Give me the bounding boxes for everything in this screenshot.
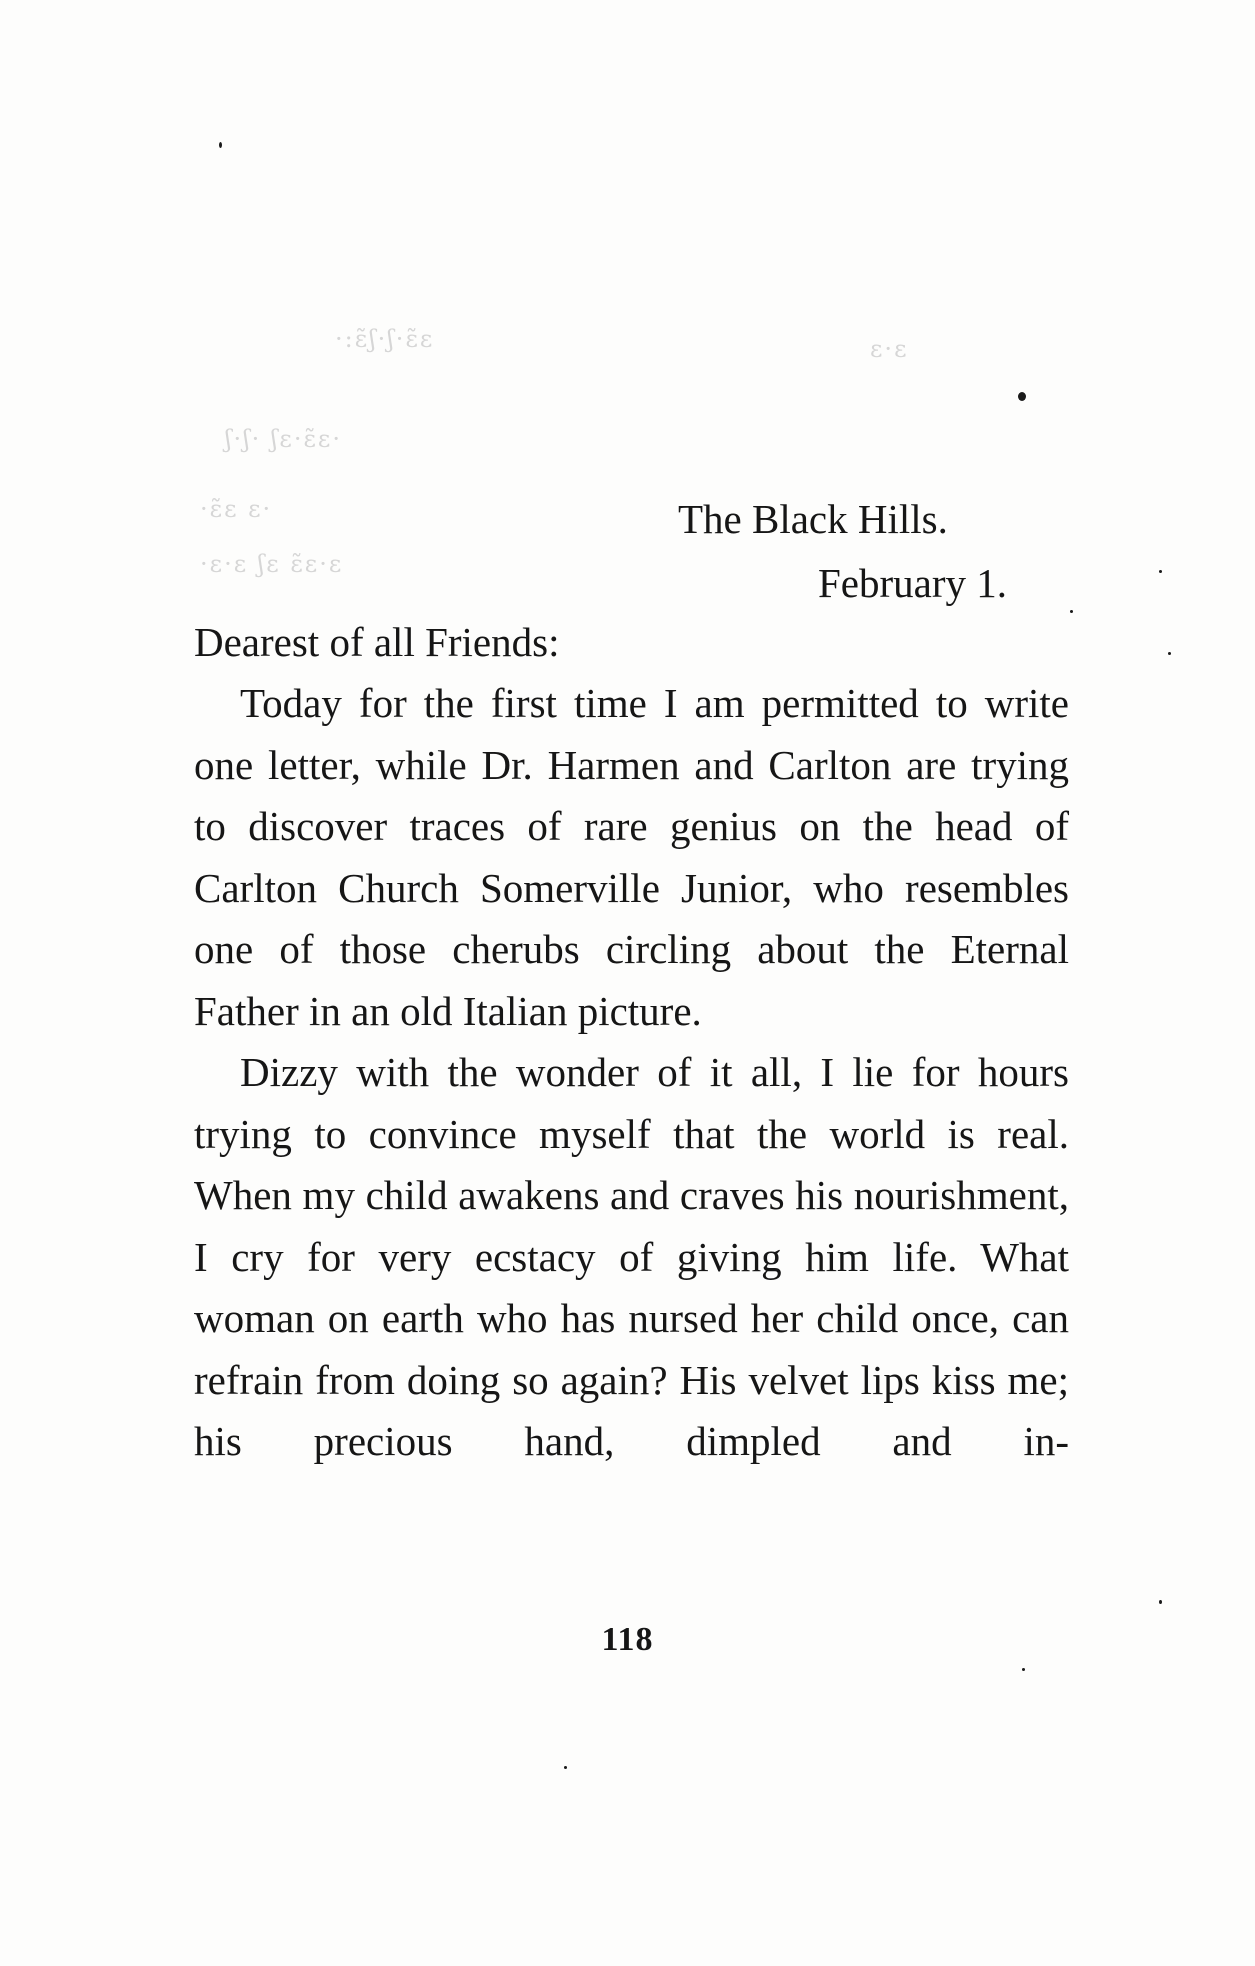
show-through-mark: ·ɛ·ɛ ʃɛ ɛ̃ɛ·ɛ [200, 550, 344, 578]
letter-date: February 1. [818, 560, 1008, 606]
body-paragraph: Dizzy with the wonder of it all, I lie for hours trying to convince myself that the world is real. When my child awakens and craves his nourishment, I cry for very ecstacy of giving him life. What woman on earth who has nursed her child once, can refrain from doing so again? His velvet lips kiss me; his precious hand, dimpled and in- [194, 1049, 1069, 1464]
ink-speck [219, 142, 222, 148]
ink-speck [1022, 1668, 1025, 1671]
show-through-mark: ·:ɛ̃ʃ·ʃ·ɛ̃ɛ [335, 325, 435, 353]
ink-speck [564, 1766, 567, 1769]
page-number: 118 [601, 1621, 654, 1658]
ink-speck [1070, 610, 1073, 613]
letter-place: The Black Hills. [678, 496, 948, 542]
letter-salutation: Dearest of all Friends: [194, 619, 560, 665]
show-through-mark: ɛ·ɛ [870, 335, 909, 363]
ink-speck [1159, 1600, 1162, 1604]
letter-body [194, 673, 1069, 1473]
ink-speck [1018, 392, 1026, 401]
ink-speck [1168, 652, 1171, 655]
show-through-mark: ʃ·ʃ· ʃɛ·ɛ̃ɛ· [225, 425, 342, 453]
ink-speck [1159, 570, 1162, 573]
body-paragraph: Today for the first time I am permitted to write one letter, while Dr. Harmen and Carlton are trying to discover traces of rare genius on the head of Carlton Church Somerville Junior, who resembles one of those cherubs circling about the Eternal Father in an old Italian picture. [194, 680, 1069, 1034]
show-through-mark: ·ɛ̃ɛ ɛ· [200, 495, 273, 523]
